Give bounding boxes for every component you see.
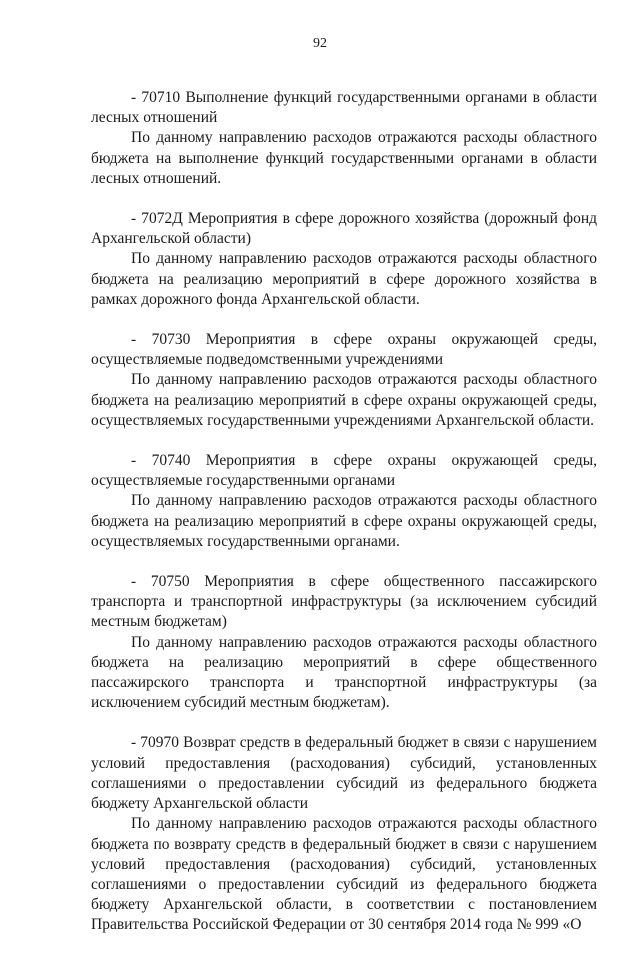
section-heading: - 70970 Возврат средств в федеральный бюджет в связи с нарушением условий предоставления (расходования) субсидий, установленных соглашениями о предоставлении субсидий из федерального бюджета бюджету Архангельской области [91, 734, 597, 813]
section-paragraph: По данному направлению расходов отражаются расходы областного бюджета на выполнение функций государственными органами в области лесных отношений. [91, 129, 597, 187]
section-paragraph: По данному направлению расходов отражаются расходы областного бюджета на реализацию мероприятий в сфере дорожного хозяйства в рамках дорожного фонда Архангельской области. [91, 250, 597, 308]
section-paragraph: По данному направлению расходов отражаются расходы областного бюджета на реализацию мероприятий в сфере охраны окружающей среды, осуществляемых государственными органами. [91, 492, 597, 550]
section-paragraph: По данному направлению расходов отражаются расходы областного бюджета на реализацию мероприятий в сфере охраны окружающей среды, осуществляемых государственными учреждениями Архангельской области. [91, 371, 597, 429]
section-heading: - 70750 Мероприятия в сфере общественного пассажирского транспорта и транспортной инфраструктуры (за исключением субсидий местным бюджетам) [91, 573, 597, 631]
page-number: 92 [313, 36, 327, 51]
document-body [91, 88, 597, 956]
section-heading: - 70730 Мероприятия в сфере охраны окружающей среды, осуществляемые подведомственными учреждениями [91, 331, 597, 369]
section-70750 [91, 572, 597, 713]
section-heading: - 70740 Мероприятия в сфере охраны окружающей среды, осуществляемые государственными органами [91, 452, 597, 490]
section-paragraph: По данному направлению расходов отражаются расходы областного бюджета на реализацию мероприятий в сфере общественного пассажирского транспорта и транспортной инфраструктуры (за исключением субсидий местным бюджетам). [91, 633, 597, 712]
section-7072d [91, 209, 597, 310]
section-70740 [91, 451, 597, 552]
section-70710 [91, 88, 597, 189]
section-heading: - 70710 Выполнение функций государственными органами в области лесных отношений [91, 89, 597, 127]
section-70970 [91, 733, 597, 935]
section-paragraph: По данному направлению расходов отражаются расходы областного бюджета по возврату средств в федеральный бюджет в связи с нарушением условий предоставления (расходования) субсидий, установленных соглашениями о предоставлении субсидий из федерального бюджета бюджету Архангельской области, в соответствии с постановлением Правительства Российской Федерации от 30 сентября 2014 года № 999 «О [91, 815, 597, 934]
section-heading: - 7072Д Мероприятия в сфере дорожного хозяйства (дорожный фонд Архангельской области) [91, 210, 597, 248]
section-70730 [91, 330, 597, 431]
